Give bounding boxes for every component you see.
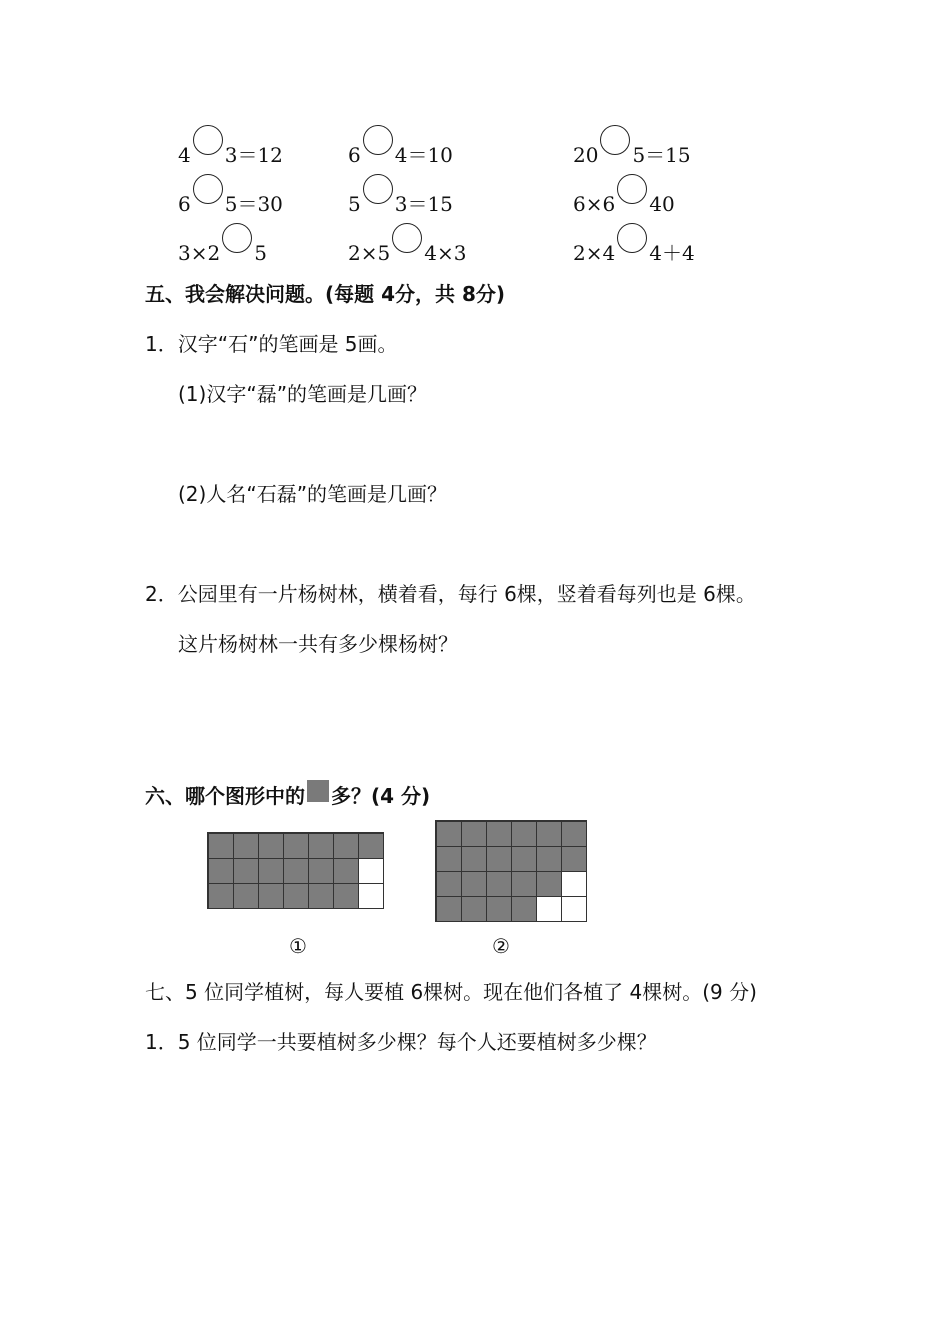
gray-cell — [486, 846, 512, 872]
gray-cell — [283, 858, 309, 884]
equation-2-1 — [178, 184, 283, 216]
gray-cell — [358, 833, 384, 859]
equation-left: 6 — [178, 192, 191, 216]
answer-circle[interactable] — [363, 174, 393, 204]
gray-cell — [461, 821, 487, 847]
equation-right: 4＝10 — [394, 143, 453, 167]
equation-right: 3＝15 — [394, 192, 453, 216]
answer-circle[interactable] — [193, 174, 223, 204]
gray-cell — [258, 883, 284, 909]
section6-heading — [145, 780, 430, 809]
section6-heading-before: 六、哪个图形中的 — [145, 784, 305, 808]
gray-cell — [258, 833, 284, 859]
answer-circle[interactable] — [617, 174, 647, 204]
gray-cell — [308, 833, 334, 859]
section5-question-1-2: (2)人名“石磊”的笔画是几画？ — [178, 482, 448, 506]
equation-left: 2×4 — [573, 241, 616, 265]
section5-question-2-line2: 这片杨树林一共有多少棵杨树？ — [178, 632, 458, 656]
equation-left: 20 — [573, 143, 599, 167]
gray-cell — [511, 846, 537, 872]
gray-cell — [308, 858, 334, 884]
equation-left: 5 — [348, 192, 361, 216]
equation-right: 4×3 — [424, 241, 467, 265]
gray-cell — [536, 821, 562, 847]
gray-cell — [436, 821, 462, 847]
gray-cell — [536, 846, 562, 872]
gray-cell — [208, 833, 234, 859]
white-cell — [536, 896, 562, 922]
equation-1-1 — [178, 135, 283, 167]
equation-2-2 — [348, 184, 453, 216]
figure-2-label: ② — [492, 934, 510, 958]
section5-question-1-1: (1)汉字“磊”的笔画是几画？ — [178, 382, 428, 406]
gray-cell — [333, 833, 359, 859]
gray-cell — [561, 821, 587, 847]
gray-cell — [461, 896, 487, 922]
gray-cell — [536, 871, 562, 897]
gray-cell — [233, 858, 259, 884]
gray-cell — [486, 871, 512, 897]
section7-question-1: 1．5 位同学一共要植树多少棵？每个人还要植树多少棵？ — [145, 1030, 657, 1054]
equation-right: 3＝12 — [224, 143, 283, 167]
gray-cell — [511, 896, 537, 922]
answer-circle[interactable] — [363, 125, 393, 155]
gray-cell — [486, 821, 512, 847]
white-cell — [358, 883, 384, 909]
equation-right: 5＝15 — [632, 143, 691, 167]
gray-cell — [561, 846, 587, 872]
equation-left: 6 — [348, 143, 361, 167]
equation-right: 4＋4 — [649, 241, 695, 265]
equation-left: 4 — [178, 143, 191, 167]
gray-cell — [283, 883, 309, 909]
white-cell — [358, 858, 384, 884]
gray-cell — [308, 883, 334, 909]
gray-cell — [208, 883, 234, 909]
equation-right: 5＝30 — [224, 192, 283, 216]
equation-left: 6×6 — [573, 192, 616, 216]
gray-cell — [283, 833, 309, 859]
gray-cell — [511, 871, 537, 897]
section6-heading-after: 多？(4 分) — [331, 784, 431, 808]
gray-cell — [258, 858, 284, 884]
gray-cell — [436, 846, 462, 872]
equation-left: 2×5 — [348, 241, 391, 265]
white-cell — [561, 871, 587, 897]
equation-3-2 — [348, 233, 466, 265]
answer-circle[interactable] — [392, 223, 422, 253]
white-cell — [561, 896, 587, 922]
section7-heading: 七、5 位同学植树，每人要植 6棵树。现在他们各植了 4棵树。(9 分) — [145, 980, 757, 1004]
figure-2-grid — [435, 820, 587, 922]
section5-question-1: 1．汉字“石”的笔画是 5画。 — [145, 332, 398, 356]
gray-cell — [233, 833, 259, 859]
equation-1-3 — [573, 135, 691, 167]
answer-circle[interactable] — [193, 125, 223, 155]
section5-heading: 五、我会解决问题。(每题 4分，共 8分) — [145, 282, 506, 306]
answer-circle[interactable] — [222, 223, 252, 253]
figure-1-grid — [207, 832, 384, 909]
gray-cell — [461, 846, 487, 872]
equation-1-2 — [348, 135, 453, 167]
gray-cell — [333, 883, 359, 909]
answer-circle[interactable] — [617, 223, 647, 253]
gray-square-icon — [307, 780, 329, 802]
figure-1-label: ① — [289, 934, 307, 958]
gray-cell — [486, 896, 512, 922]
gray-cell — [233, 883, 259, 909]
equation-left: 3×2 — [178, 241, 221, 265]
equation-3-3 — [573, 233, 695, 265]
gray-cell — [436, 896, 462, 922]
equation-right: 5 — [254, 241, 267, 265]
gray-cell — [436, 871, 462, 897]
equation-right: 40 — [649, 192, 675, 216]
equation-2-3 — [573, 184, 675, 216]
answer-circle[interactable] — [600, 125, 630, 155]
gray-cell — [511, 821, 537, 847]
gray-cell — [208, 858, 234, 884]
gray-cell — [461, 871, 487, 897]
section5-question-2-line1: 2．公园里有一片杨树林，横着看，每行 6棵，竖着看每列也是 6棵。 — [145, 582, 756, 606]
gray-cell — [333, 858, 359, 884]
equation-3-1 — [178, 233, 267, 265]
